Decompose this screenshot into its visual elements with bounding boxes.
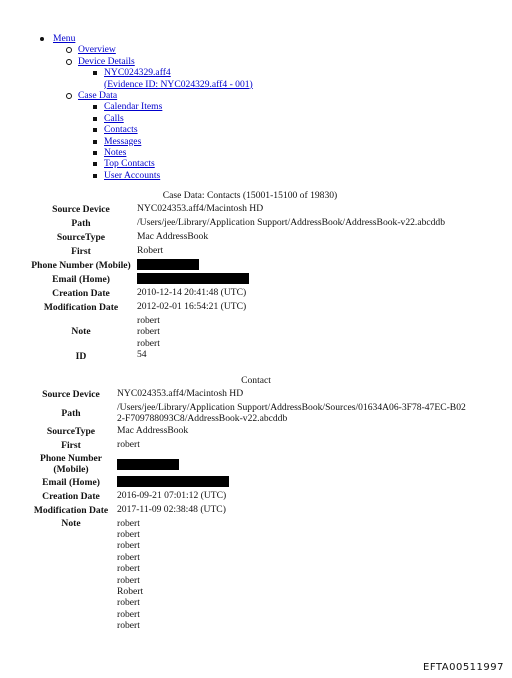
modification-date-value: 2017-11-09 02:38:48 (UTC) [117,503,226,515]
record2-caption: Contact [241,375,271,386]
device-file-label: NYC024329.aff4 [104,67,171,79]
email-label: Email (Home) [52,274,110,286]
phone-label: Phone Number (Mobile) [31,260,131,272]
contacts-link[interactable]: Contacts [104,124,138,136]
table-row [28,217,448,231]
bates-number: EFTA00511997 [423,662,504,673]
top-contacts-link[interactable]: Top Contacts [104,158,155,170]
path-value: /Users/jee/Library/Application Support/AddressBook/AddressBook-v22.abcddb [137,217,446,228]
table-row [28,273,448,287]
table-row [28,402,469,425]
device-file-link[interactable] [104,67,253,89]
note-line: robert [117,529,140,541]
path-label: Path [61,407,81,419]
note-line: robert [137,337,160,349]
source-type-value: Mac AddressBook [137,231,209,242]
path-line: /Users/jee/Library/Application Support/AddressBook/Sources/01634A06-3F78-47EC-B02 [117,402,466,413]
phone-label-line: (Mobile) [53,464,89,476]
case-data-link[interactable]: Case Data [78,90,118,102]
creation-date-label: Creation Date [52,288,110,300]
note-value [134,315,448,349]
path-value [114,402,469,425]
id-value: 54 [137,349,147,361]
modification-date-label: Modification Date [43,302,119,314]
first-label: First [71,246,91,258]
phone-label-line: Phone Number [39,452,103,464]
creation-date-value: 2016-09-21 07:01:12 (UTC) [117,489,227,501]
note-line: Robert [117,586,144,598]
source-device-value: NYC024353.aff4/Macintosh HD [117,388,244,399]
table-row [28,476,469,490]
table-row [28,231,448,245]
note-line: robert [117,608,140,620]
source-device-label: Source Device [52,204,110,216]
source-device-label: Source Device [42,389,100,401]
record1-caption: Case Data: Contacts (15001-15100 of 19830) [162,190,338,201]
note-line: robert [137,315,160,326]
redaction-box [137,273,249,284]
table-row [28,425,469,439]
note-label: Note [71,326,91,338]
path-label: Path [71,218,91,230]
creation-date-value: 2010-12-14 20:41:48 (UTC) [137,287,247,298]
table-row [28,315,448,349]
table-row [28,349,448,363]
user-accounts-link[interactable]: User Accounts [104,169,161,181]
calls-link[interactable]: Calls [104,112,124,124]
creation-date-label: Creation Date [42,490,100,502]
path-line: 2-F709788093C8/AddressBook-v22.abcddb [117,413,288,425]
email-label: Email (Home) [42,476,100,488]
calendar-items-link[interactable]: Calendar Items [104,101,163,113]
note-label: Note [61,517,81,529]
note-line: robert [117,563,140,575]
table-row [28,490,469,504]
table-row [28,287,448,301]
note-line: robert [117,540,140,552]
redaction-box [117,476,229,487]
id-label: ID [75,350,87,362]
evidence-id-label: (Evidence ID: NYC024329.aff4 - 001) [104,78,253,90]
record1-table [28,203,448,363]
note-line: robert [117,517,140,529]
first-label: First [61,440,81,452]
table-row [28,439,469,453]
table-row [28,504,469,518]
note-line: robert [117,597,140,609]
modification-date-value: 2012-02-01 16:54:21 (UTC) [137,301,247,312]
first-value: Robert [137,245,164,256]
menu-link[interactable]: Menu [53,33,76,44]
device-details-link[interactable]: Device Details [78,55,135,67]
source-type-label: SourceType [46,426,96,438]
redaction-box [137,259,199,270]
note-value [114,518,469,632]
source-device-value: NYC024353.aff4/Macintosh HD [137,203,264,214]
note-line: robert [137,326,160,338]
table-row [28,518,469,632]
table-row [28,245,448,259]
messages-link[interactable]: Messages [104,135,142,147]
modification-date-label: Modification Date [33,504,109,516]
first-value: robert [117,438,140,450]
source-type-label: SourceType [56,232,106,244]
note-line: robert [117,574,140,586]
table-row [28,301,448,315]
phone-label [28,453,114,476]
record2-table [28,388,469,632]
table-row [28,203,448,217]
table-row [28,453,469,476]
overview-link[interactable]: Overview [78,44,116,56]
redaction-box [117,459,179,470]
table-row [28,388,469,402]
nav-menu [36,33,253,181]
table-row [28,259,448,273]
note-line: robert [117,551,140,563]
note-line: robert [117,620,140,632]
notes-link[interactable]: Notes [104,147,127,159]
source-type-value: Mac AddressBook [117,424,189,436]
